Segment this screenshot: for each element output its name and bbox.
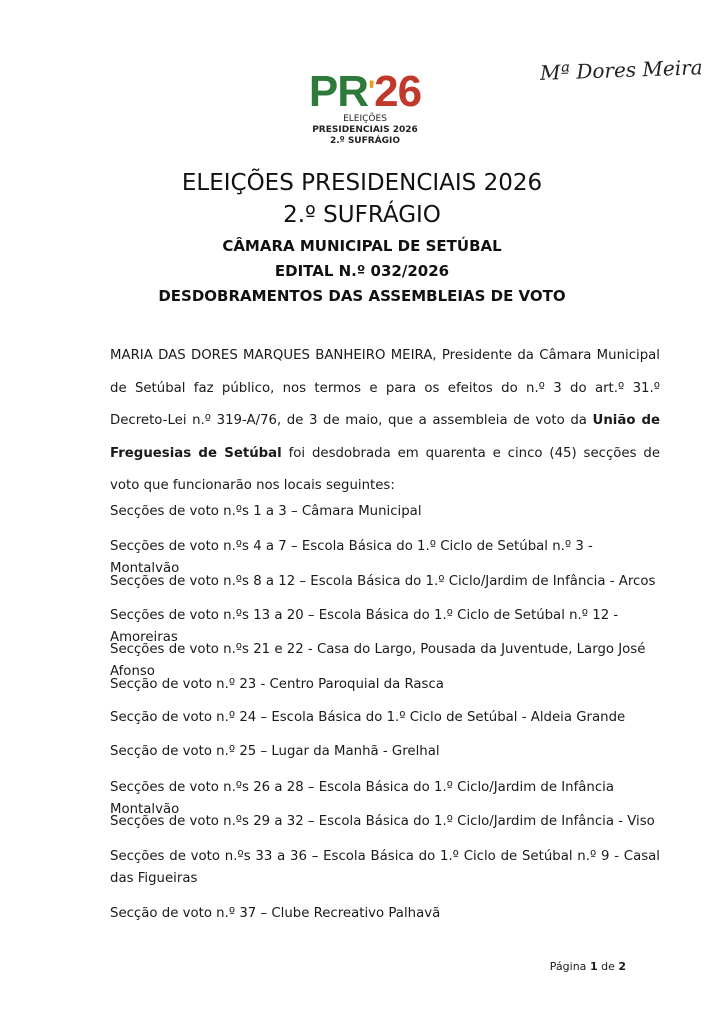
section-item: Secções de voto n.ºs 8 a 12 – Escola Básica do 1.º Ciclo/Jardim de Infância - Arcos [110, 574, 656, 589]
section-item: Secções de voto n.ºs 4 a 7 – Escola Básica do 1.º Ciclo de Setúbal n.º 3 - Montalvão [110, 539, 593, 576]
section-item: Secções de voto n.ºs 13 a 20 – Escola Básica do 1.º Ciclo de Setúbal n.º 12 - Amoreiras [110, 608, 619, 645]
intro-text-2: foi desdobrada em quarenta e cinco (45) secções de voto que funcionarão nos locais seguintes: [110, 445, 661, 493]
logo-tick: ' [368, 75, 375, 108]
section-item: Secção de voto n.º 24 – Escola Básica do 1.º Ciclo de Setúbal - Aldeia Grande [110, 710, 626, 725]
section-item: Secções de voto n.ºs 33 a 36 – Escola Básica do 1.º Ciclo de Setúbal n.º 9 - Casal das Figueiras [110, 849, 660, 886]
edital-number: EDITAL N.º 032/2026 [274, 262, 450, 280]
page-prefix: Página [549, 960, 590, 973]
logo-line-3: 2.º SUFRÁGIO [329, 136, 401, 146]
logo-mark [290, 67, 440, 116]
page-middle: de [597, 960, 619, 973]
section-item: Secção de voto n.º 37 – Clube Recreativo Palhavã [110, 906, 441, 921]
pr26-logo [290, 67, 440, 147]
intro-bold: União de Freguesias de Setúbal [110, 413, 660, 461]
intro-paragraph [110, 340, 660, 503]
section-item: Secções de voto n.ºs 1 a 3 – Câmara Municipal [110, 504, 422, 519]
logo-26: 26 [374, 67, 422, 116]
intro-text-1: MARIA DAS DORES MARQUES BANHEIRO MEIRA, Presidente da Câmara Municipal de Setúbal faz público, nos termos e para os efeitos do n.º 3 do art.º 31.º Decreto-Lei n.º 319-A/76, de 3 de maio, que a assembleia de voto da [110, 348, 660, 428]
section-item: Secções de voto n.ºs 26 a 28 – Escola Básica do 1.º Ciclo/Jardim de Infância Montalvão [110, 780, 614, 817]
document-title: ELEIÇÕES PRESIDENCIAIS 2026 [181, 170, 543, 196]
entity-heading: CÂMARA MUNICIPAL DE SETÚBAL [222, 237, 502, 255]
handwritten-signature: Mª Dores Meira [539, 55, 704, 85]
section-item: Secção de voto n.º 25 – Lugar da Manhã - Grelhal [110, 744, 440, 759]
page-current: 1 [589, 960, 598, 973]
section-item: Secções de voto n.ºs 21 e 22 - Casa do Largo, Pousada da Juventude, Largo José Afonso [110, 642, 646, 679]
page-total: 2 [618, 960, 626, 973]
section-item: Secções de voto n.ºs 29 a 32 – Escola Básica do 1.º Ciclo/Jardim de Infância - Viso [110, 814, 655, 829]
document-subtitle: 2.º SUFRÁGIO [283, 202, 441, 228]
logo-pr: PR [308, 67, 369, 116]
logo-line-2: PRESIDENCIAIS 2026 [312, 125, 418, 135]
topic-heading: DESDOBRAMENTOS DAS ASSEMBLEIAS DE VOTO [158, 287, 566, 305]
page-number [550, 960, 626, 973]
section-item: Secção de voto n.º 23 - Centro Paroquial da Rasca [110, 677, 444, 692]
logo-line-1: ELEIÇÕES [343, 114, 387, 124]
